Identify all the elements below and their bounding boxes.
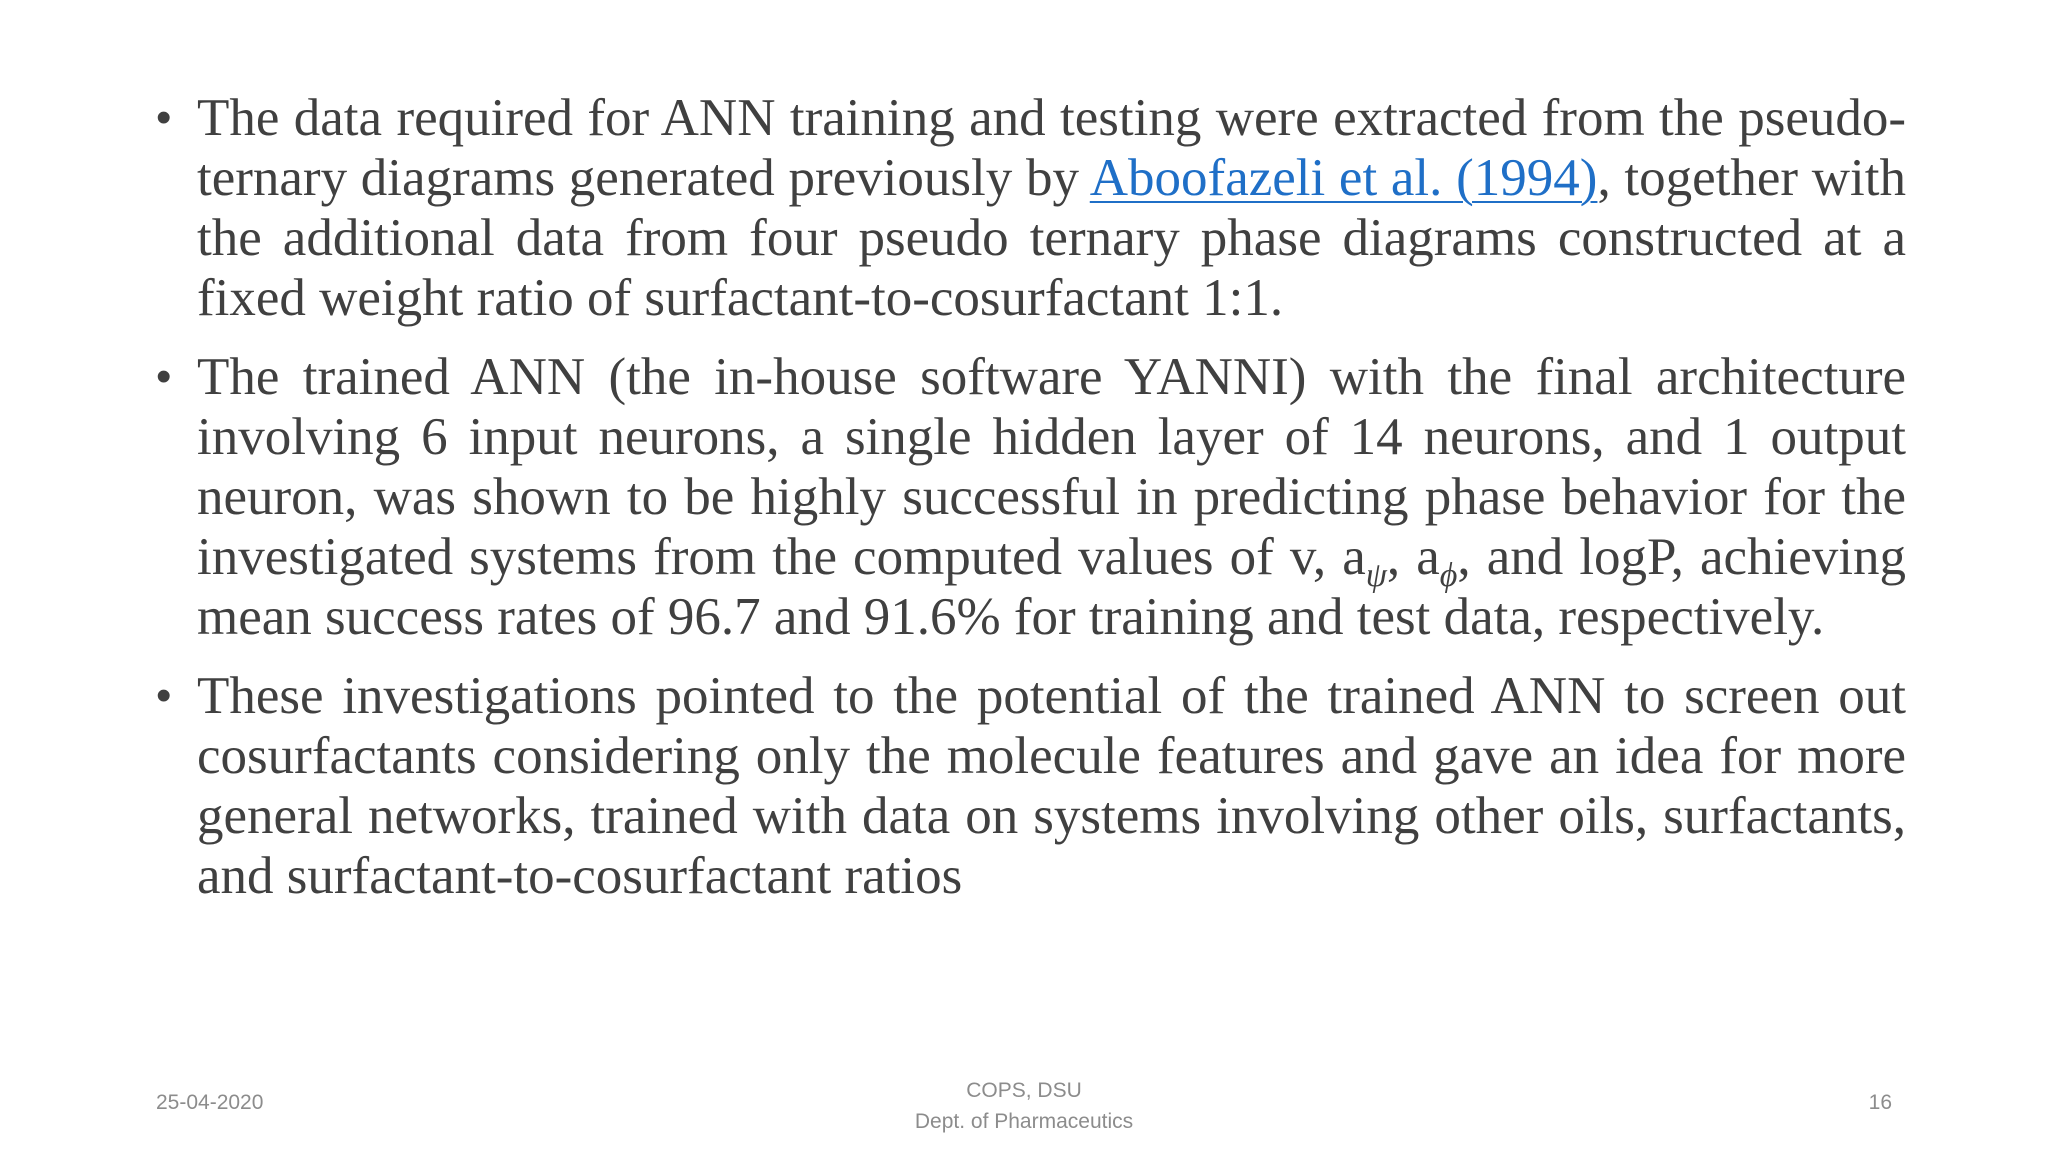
subscript-psi: ψ <box>1365 557 1387 594</box>
bullet-text: , together with the additional data from four pseudo ternary phase diagrams constructed at a fixed weight ratio of surfactant-to-cosurfactant 1:1. <box>197 149 1907 327</box>
citation-link[interactable]: Aboofazeli et al. (1994) <box>1089 149 1598 207</box>
footer-date: 25-04-2020 <box>156 1091 264 1114</box>
bullet-text: , and logP, achieving mean success rates of 96.7 and 91.6% for training and test data, respectively. <box>197 528 1906 646</box>
bullet-icon: • <box>156 93 172 142</box>
bullet-item-3 <box>156 666 1906 906</box>
bullet-icon: • <box>156 671 172 720</box>
subscript-phi: ϕ <box>1439 557 1458 594</box>
bullet-icon: • <box>156 352 172 401</box>
bullet-item-1 <box>156 88 1906 328</box>
bullet-text: These investigations pointed to the potential of the trained ANN to screen out cosurfactants considering only the molecule features and gave an idea for more general networks, trained with data on systems involving other oils, surfactants, and surfactant-to-cosurfactant ratios <box>197 667 1906 905</box>
page-number: 16 <box>1868 1091 1892 1114</box>
bullet-list <box>156 88 1906 925</box>
bullet-text: , a <box>1386 528 1440 586</box>
footer-organization <box>824 1075 1224 1137</box>
footer-org-line-2: Dept. of Pharmaceutics <box>914 1110 1134 1133</box>
bullet-text: The trained ANN (the in-house software YANNI) with the final architecture involving 6 input neurons, a single hidden layer of 14 neurons, and 1 output neuron, was shown to be highly successful in predicting phase behavior for the investigated systems from the computed values of v, a <box>197 348 1906 586</box>
bullet-item-2 <box>156 347 1906 647</box>
footer-org-line-1: COPS, DSU <box>966 1079 1082 1102</box>
bullet-text: The data required for ANN training and testing were extracted from the pseudo-ternary diagrams generated previously by <box>197 89 1906 207</box>
